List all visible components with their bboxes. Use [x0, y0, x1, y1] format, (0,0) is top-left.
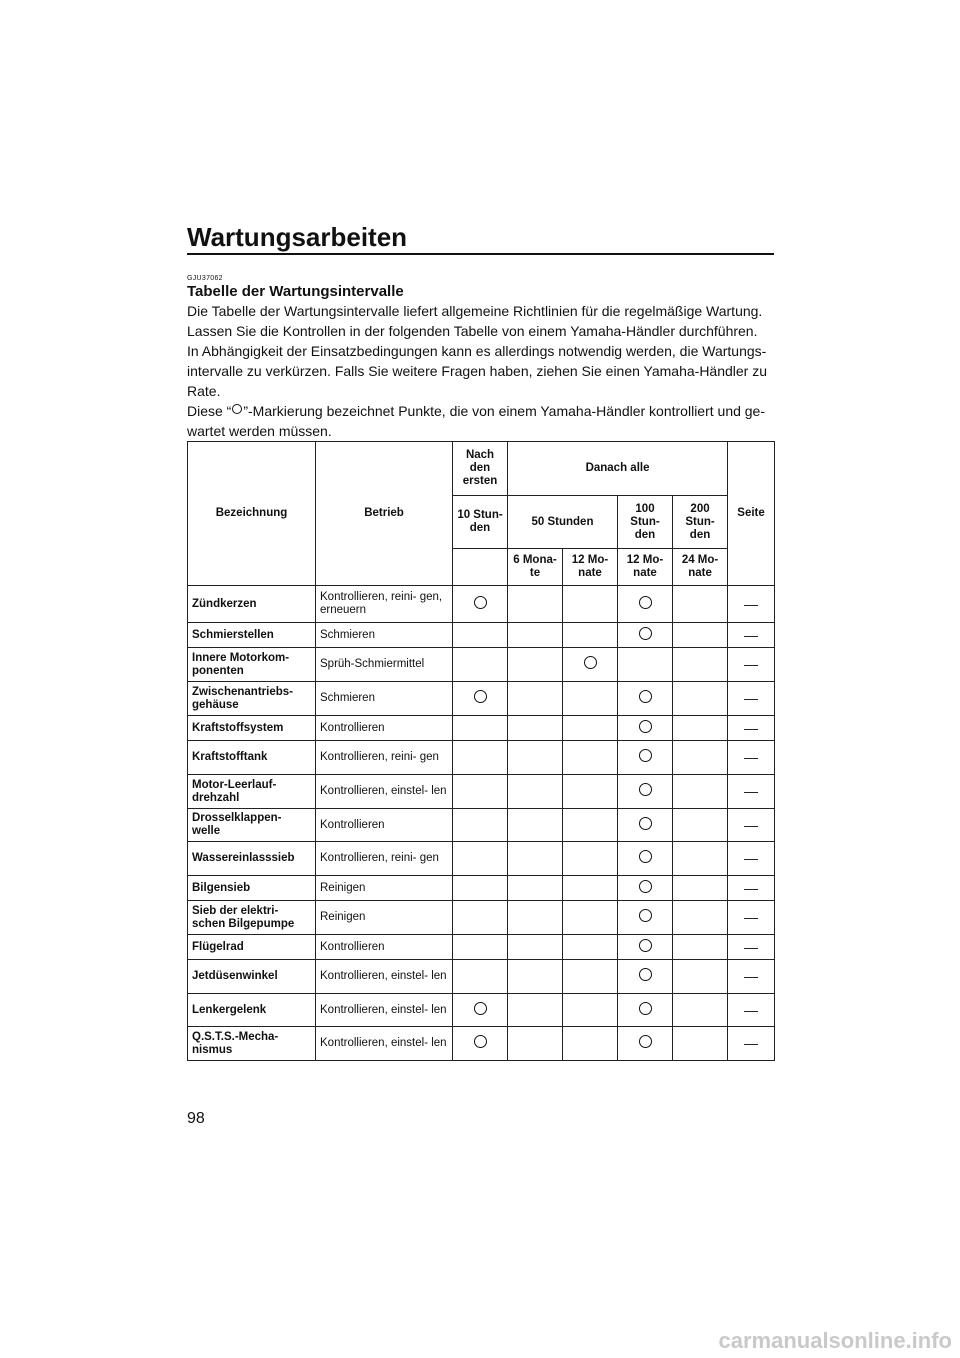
- interval-cell: [563, 876, 618, 901]
- page-ref: —: [728, 648, 775, 682]
- item-name: Lenkergelenk: [188, 994, 316, 1027]
- item-name: Jetdüsenwinkel: [188, 960, 316, 994]
- interval-cell: [563, 809, 618, 842]
- interval-cell: [673, 775, 728, 809]
- interval-cell: [508, 775, 563, 809]
- interval-cell: [563, 901, 618, 935]
- circle-mark-icon: [474, 596, 487, 609]
- marker-sentence-line2: wartet werden müssen.: [187, 423, 332, 439]
- table-row: [188, 842, 775, 876]
- interval-cell: [618, 648, 673, 682]
- interval-cell: [673, 586, 728, 623]
- interval-cell: [673, 623, 728, 648]
- intro-line: Lassen Sie die Kontrollen in der folgenden Tabelle von einem Yamaha-Händler durchführen.: [187, 323, 758, 339]
- interval-cell: [508, 716, 563, 741]
- table-row: [188, 682, 775, 716]
- header-nach-den-ersten: Nach den ersten: [453, 442, 508, 496]
- interval-cell: [453, 842, 508, 876]
- table-row: [188, 960, 775, 994]
- marker-sentence: [187, 401, 777, 421]
- watermark: carmanualsonline.info: [718, 1328, 952, 1353]
- page-number: 98: [187, 1110, 205, 1127]
- circle-mark-icon: [639, 968, 652, 981]
- interval-cell: [673, 876, 728, 901]
- circle-mark-icon: [639, 749, 652, 762]
- circle-mark-icon: [474, 690, 487, 703]
- interval-cell: [453, 876, 508, 901]
- interval-cell: [508, 935, 563, 960]
- interval-cell: [673, 716, 728, 741]
- interval-cell: [453, 586, 508, 623]
- table-row: [188, 809, 775, 842]
- interval-cell: [618, 935, 673, 960]
- page-ref: —: [728, 1027, 775, 1061]
- interval-cell: [453, 682, 508, 716]
- header-12-monate: 12 Mo- nate: [563, 549, 618, 586]
- item-name: Schmierstellen: [188, 623, 316, 648]
- table-body: [188, 586, 775, 1061]
- item-operation: Schmieren: [316, 682, 453, 716]
- interval-cell: [618, 901, 673, 935]
- item-name: Motor-Leerlauf- drehzahl: [188, 775, 316, 809]
- page-ref: —: [728, 994, 775, 1027]
- interval-cell: [673, 741, 728, 775]
- table-row: [188, 1027, 775, 1061]
- interval-cell: [508, 623, 563, 648]
- page-ref: —: [728, 935, 775, 960]
- interval-cell: [618, 586, 673, 623]
- page-ref: —: [728, 809, 775, 842]
- table-row: [188, 935, 775, 960]
- item-operation: Reinigen: [316, 901, 453, 935]
- maintenance-table: [187, 441, 775, 1061]
- interval-cell: [508, 682, 563, 716]
- circle-mark-icon: [639, 783, 652, 796]
- interval-cell: [563, 623, 618, 648]
- page-ref: —: [728, 716, 775, 741]
- interval-cell: [563, 716, 618, 741]
- table-row: [188, 994, 775, 1027]
- item-name: Wassereinlasssieb: [188, 842, 316, 876]
- item-name: Q.S.T.S.-Mecha- nismus: [188, 1027, 316, 1061]
- header-seite: Seite: [728, 442, 775, 586]
- interval-cell: [618, 809, 673, 842]
- circle-mark-icon: [639, 690, 652, 703]
- table-row: [188, 876, 775, 901]
- interval-cell: [508, 842, 563, 876]
- interval-cell: [563, 994, 618, 1027]
- interval-cell: [673, 809, 728, 842]
- page-ref: —: [728, 876, 775, 901]
- interval-cell: [563, 775, 618, 809]
- marker-sentence-end: ”-Markierung bezeichnet Punkte, die von einem Yamaha-Händler kontrolliert und ge-: [243, 403, 766, 419]
- item-name: Flügelrad: [188, 935, 316, 960]
- circle-mark-icon: [639, 627, 652, 640]
- table-row: [188, 741, 775, 775]
- interval-cell: [453, 809, 508, 842]
- item-operation: Kontrollieren, einstel- len: [316, 775, 453, 809]
- header-6-monate: 6 Mona- te: [508, 549, 563, 586]
- interval-cell: [563, 935, 618, 960]
- intro-line: Die Tabelle der Wartungsintervalle liefert allgemeine Richtlinien für die regelmäßige Wartung.: [187, 303, 763, 319]
- intro-line: Rate.: [187, 383, 221, 399]
- interval-cell: [508, 876, 563, 901]
- page-ref: —: [728, 842, 775, 876]
- circle-mark-icon: [639, 1002, 652, 1015]
- table-row: [188, 586, 775, 623]
- page-title: Wartungsarbeiten: [187, 222, 408, 252]
- page-ref: —: [728, 901, 775, 935]
- section-title: Tabelle der Wartungsintervalle: [187, 283, 404, 300]
- page-ref: —: [728, 775, 775, 809]
- interval-cell: [563, 842, 618, 876]
- interval-cell: [618, 682, 673, 716]
- interval-cell: [618, 623, 673, 648]
- interval-cell: [508, 648, 563, 682]
- interval-cell: [563, 586, 618, 623]
- interval-cell: [453, 901, 508, 935]
- page-ref: —: [728, 960, 775, 994]
- item-operation: Kontrollieren, reini- gen: [316, 741, 453, 775]
- item-operation: Kontrollieren, einstel- len: [316, 994, 453, 1027]
- item-operation: Kontrollieren: [316, 935, 453, 960]
- interval-cell: [618, 994, 673, 1027]
- interval-cell: [508, 1027, 563, 1061]
- interval-cell: [508, 586, 563, 623]
- interval-cell: [453, 623, 508, 648]
- interval-cell: [618, 716, 673, 741]
- interval-cell: [618, 876, 673, 901]
- page-ref: —: [728, 586, 775, 623]
- intro-line: intervalle zu verkürzen. Falls Sie weitere Fragen haben, ziehen Sie einen Yamaha-Händler zu: [187, 363, 768, 379]
- header-betrieb: Betrieb: [316, 442, 453, 586]
- circle-marker-icon: [232, 404, 242, 414]
- page-ref: —: [728, 682, 775, 716]
- intro-text: [187, 301, 777, 441]
- circle-mark-icon: [639, 1035, 652, 1048]
- item-operation: Kontrollieren, reini- gen: [316, 842, 453, 876]
- interval-cell: [508, 809, 563, 842]
- interval-cell: [453, 775, 508, 809]
- item-operation: Kontrollieren, einstel- len: [316, 1027, 453, 1061]
- interval-cell: [673, 994, 728, 1027]
- interval-cell: [453, 1027, 508, 1061]
- title-divider: [187, 253, 774, 255]
- interval-cell: [618, 842, 673, 876]
- item-name: Innere Motorkom- ponenten: [188, 648, 316, 682]
- circle-mark-icon: [639, 880, 652, 893]
- table-row: [188, 623, 775, 648]
- interval-cell: [673, 648, 728, 682]
- interval-cell: [453, 716, 508, 741]
- item-operation: Schmieren: [316, 623, 453, 648]
- interval-cell: [563, 1027, 618, 1061]
- header-danach-alle: Danach alle: [508, 442, 728, 496]
- interval-cell: [618, 960, 673, 994]
- item-name: Sieb der elektri- schen Bilgepumpe: [188, 901, 316, 935]
- header-24-monate: 24 Mo- nate: [673, 549, 728, 586]
- table-row: [188, 648, 775, 682]
- item-name: Kraftstofftank: [188, 741, 316, 775]
- item-operation: Kontrollieren: [316, 809, 453, 842]
- interval-cell: [508, 741, 563, 775]
- interval-cell: [673, 935, 728, 960]
- interval-cell: [453, 648, 508, 682]
- interval-cell: [563, 682, 618, 716]
- circle-mark-icon: [639, 817, 652, 830]
- circle-mark-icon: [639, 850, 652, 863]
- interval-cell: [618, 775, 673, 809]
- interval-cell: [618, 741, 673, 775]
- interval-cell: [673, 901, 728, 935]
- interval-cell: [453, 994, 508, 1027]
- header-100-stunden: 100 Stun- den: [618, 496, 673, 549]
- header-12-monate: 12 Mo- nate: [618, 549, 673, 586]
- interval-cell: [673, 960, 728, 994]
- header-200-stunden: 200 Stun- den: [673, 496, 728, 549]
- interval-cell: [453, 741, 508, 775]
- item-operation: Sprüh-Schmiermittel: [316, 648, 453, 682]
- header-10-stunden: 10 Stun- den: [453, 496, 508, 549]
- item-name: Zündkerzen: [188, 586, 316, 623]
- item-operation: Kontrollieren, einstel- len: [316, 960, 453, 994]
- header-bezeichnung: Bezeichnung: [188, 442, 316, 586]
- interval-cell: [453, 960, 508, 994]
- interval-cell: [563, 741, 618, 775]
- interval-cell: [508, 960, 563, 994]
- page-ref: —: [728, 623, 775, 648]
- circle-mark-icon: [639, 720, 652, 733]
- interval-cell: [673, 1027, 728, 1061]
- circle-mark-icon: [639, 596, 652, 609]
- header-50-stunden: 50 Stunden: [508, 496, 618, 549]
- interval-cell: [508, 901, 563, 935]
- item-name: Drosselklappen- welle: [188, 809, 316, 842]
- interval-cell: [453, 935, 508, 960]
- reference-code: GJU37062: [187, 275, 223, 282]
- table-row: [188, 716, 775, 741]
- circle-mark-icon: [474, 1035, 487, 1048]
- circle-mark-icon: [584, 656, 597, 669]
- marker-sentence-start: Diese “: [187, 403, 232, 419]
- item-name: Zwischenantriebs- gehäuse: [188, 682, 316, 716]
- circle-mark-icon: [639, 909, 652, 922]
- interval-cell: [563, 960, 618, 994]
- circle-mark-icon: [474, 1002, 487, 1015]
- intro-line: In Abhängigkeit der Einsatzbedingungen kann es allerdings notwendig werden, die Wartungs-: [187, 343, 767, 359]
- interval-cell: [563, 648, 618, 682]
- table-row: [188, 901, 775, 935]
- interval-cell: [618, 1027, 673, 1061]
- table-row: [188, 775, 775, 809]
- item-operation: Reinigen: [316, 876, 453, 901]
- header-empty: [453, 549, 508, 586]
- item-name: Bilgensieb: [188, 876, 316, 901]
- interval-cell: [673, 842, 728, 876]
- item-operation: Kontrollieren: [316, 716, 453, 741]
- item-name: Kraftstoffsystem: [188, 716, 316, 741]
- item-operation: Kontrollieren, reini- gen, erneuern: [316, 586, 453, 623]
- page-ref: —: [728, 741, 775, 775]
- circle-mark-icon: [639, 939, 652, 952]
- interval-cell: [508, 994, 563, 1027]
- interval-cell: [673, 682, 728, 716]
